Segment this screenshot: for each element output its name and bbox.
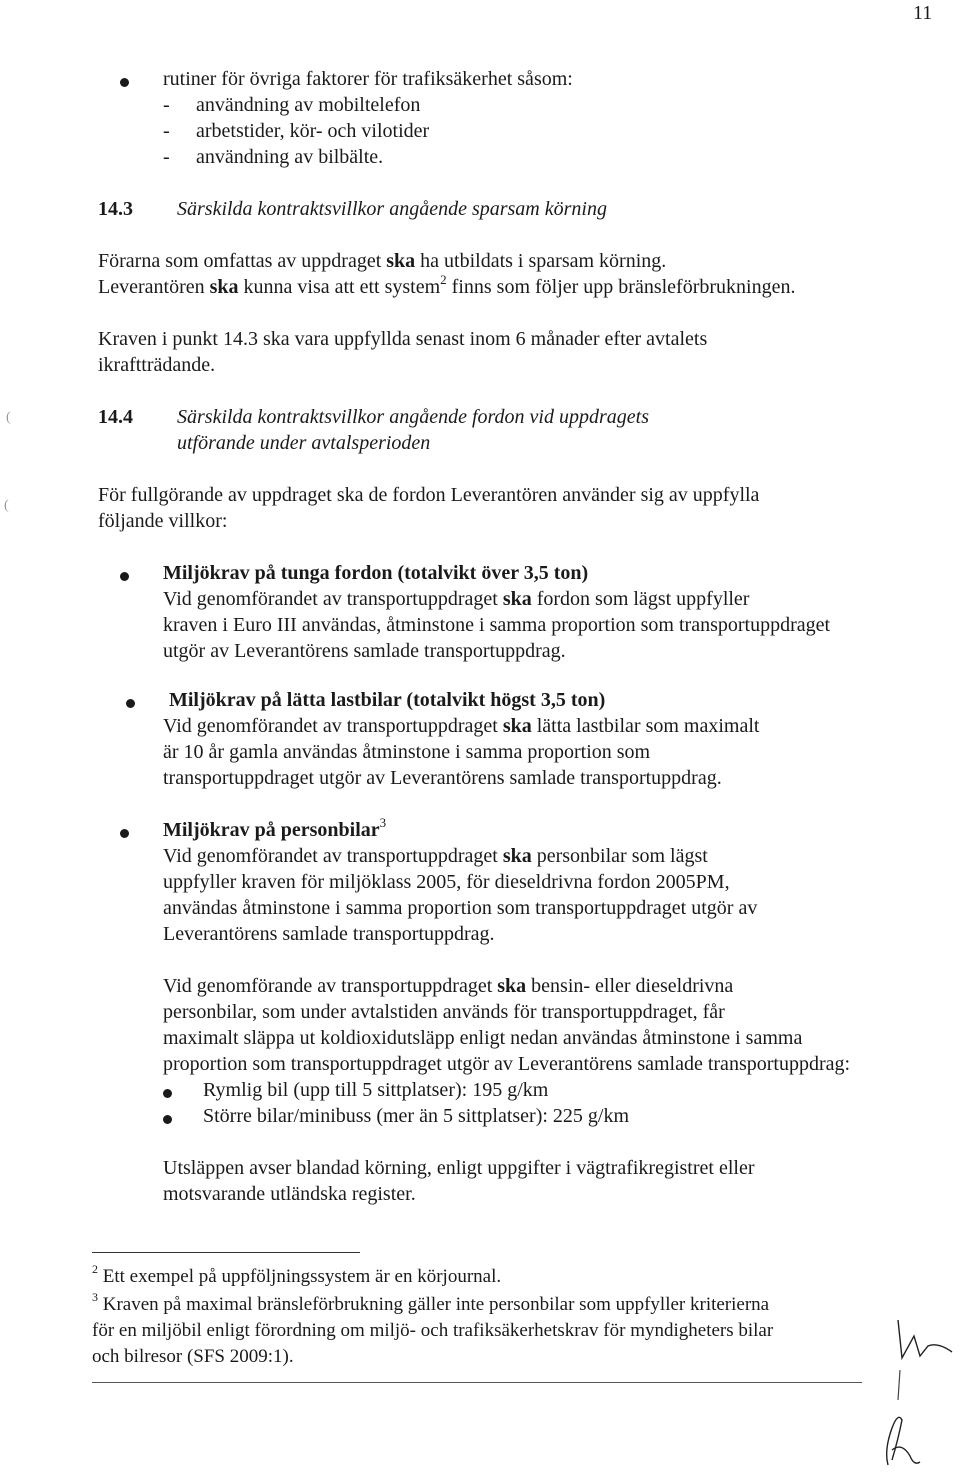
b3-line-4: Leverantörens samlade transportuppdrag.: [163, 923, 495, 945]
b2-line-1: Vid genomförandet av transportuppdraget ska lätta lastbilar som maximalt: [163, 715, 760, 737]
co2-item-2: Större bilar/minibuss (mer än 5 sittplatser): 225 g/km: [203, 1105, 630, 1127]
page-number: 11: [913, 2, 933, 24]
b3-line-2: uppfyller kraven för miljöklass 2005, för dieseldrivna fordon 2005PM,: [163, 871, 730, 893]
s144-intro-line-2: följande villkor:: [98, 510, 228, 532]
section-heading-14-4-line-1: Särskilda kontraktsvillkor angående fordon vid uppdragets: [177, 406, 649, 428]
bullet-icon: [126, 699, 135, 708]
b1-line-3: utgör av Leverantörens samlade transportuppdrag.: [163, 640, 566, 662]
footnote-separator: [92, 1252, 360, 1253]
footnote-3-line-3: och bilresor (SFS 2009:1).: [92, 1346, 294, 1367]
co2-line-2: personbilar, som under avtalstiden används för transportuppdraget, får: [163, 1001, 725, 1023]
bottom-rule: [92, 1382, 862, 1383]
intro-item-3: användning av bilbälte.: [196, 146, 384, 168]
bullet-icon: [120, 78, 129, 87]
s143-paragraph-1-line-2: Leverantören ska kunna visa att ett system$^2$ finns som följer upp bränsleförbrukningen.: [98, 272, 796, 298]
co2-line-3: maximalt släppa ut koldioxidutsläpp enligt nedan användas åtminstone i samma: [163, 1027, 803, 1049]
dash-item: -: [163, 94, 170, 116]
emissions-line-2: motsvarande utländska register.: [163, 1183, 416, 1205]
footnote-3-line-2: för en miljöbil enligt förordning om miljö- och trafiksäkerhetskrav för myndigheters bilar: [92, 1320, 774, 1341]
b2-line-3: transportuppdraget utgör av Leverantörens samlade transportuppdrag.: [163, 767, 722, 789]
section-number-14-3: 14.3: [98, 198, 133, 220]
intro-item-2: arbetstider, kör- och vilotider: [196, 120, 430, 142]
co2-line-1: Vid genomförande av transportuppdraget ska bensin- eller dieseldrivna: [163, 975, 734, 997]
s144-intro-line-1: För fullgörande av uppdraget ska de fordon Leverantören använder sig av uppfylla: [98, 484, 760, 506]
footnote-3-line-1: $^3$ Kraven på maximal bränsleförbrukning gäller inte personbilar som uppfyller kriterierna: [92, 1290, 770, 1315]
section-heading-14-4-line-2: utförande under avtalsperioden: [177, 432, 431, 454]
footnote-2: $^2$ Ett exempel på uppföljningssystem är en körjournal.: [92, 1262, 502, 1287]
b1-title: Miljökrav på tunga fordon (totalvikt över 3,5 ton): [163, 562, 589, 584]
bullet-icon: [163, 1089, 172, 1098]
bullet-icon: [163, 1115, 172, 1124]
handwritten-initials: [862, 1300, 960, 1483]
co2-item-1: Rymlig bil (upp till 5 sittplatser): 195 g/km: [203, 1079, 549, 1101]
b3-line-3: användas åtminstone i samma proportion som transportuppdraget utgör av: [163, 897, 758, 919]
section-heading-14-3: Särskilda kontraktsvillkor angående sparsam körning: [177, 198, 607, 220]
margin-mark: (: [6, 410, 11, 425]
b2-title: Miljökrav på lätta lastbilar (totalvikt högst 3,5 ton): [169, 689, 606, 711]
s143-paragraph-2-line-2: ikraftträdande.: [98, 354, 216, 376]
bullet-icon: [120, 829, 129, 838]
dash-item: -: [163, 146, 170, 168]
b1-line-2: kraven i Euro III användas, åtminstone i samma proportion som transportuppdraget: [163, 614, 831, 636]
b3-line-1: Vid genomförandet av transportuppdraget ska personbilar som lägst: [163, 845, 708, 867]
intro-item-1: användning av mobiltelefon: [196, 94, 421, 116]
intro-bullet-title: rutiner för övriga faktorer för trafiksäkerhet såsom:: [163, 68, 573, 90]
section-number-14-4: 14.4: [98, 406, 133, 428]
bullet-icon: [120, 572, 129, 581]
b2-line-2: är 10 år gamla användas åtminstone i samma proportion som: [163, 741, 651, 763]
co2-line-4: proportion som transportuppdraget utgör av Leverantörens samlade transportuppdrag:: [163, 1053, 851, 1075]
b3-title: Miljökrav på personbilar$^3$: [163, 815, 387, 841]
s143-paragraph-1-line-1: Förarna som omfattas av uppdraget ska ha utbildats i sparsam körning.: [98, 250, 667, 272]
emissions-line-1: Utsläppen avser blandad körning, enligt uppgifter i vägtrafikregistret eller: [163, 1157, 755, 1179]
s143-paragraph-2-line-1: Kraven i punkt 14.3 ska vara uppfyllda senast inom 6 månader efter avtalets: [98, 328, 708, 350]
margin-mark: (: [4, 498, 9, 513]
b1-line-1: Vid genomförandet av transportuppdraget ska fordon som lägst uppfyller: [163, 588, 750, 610]
dash-item: -: [163, 120, 170, 142]
